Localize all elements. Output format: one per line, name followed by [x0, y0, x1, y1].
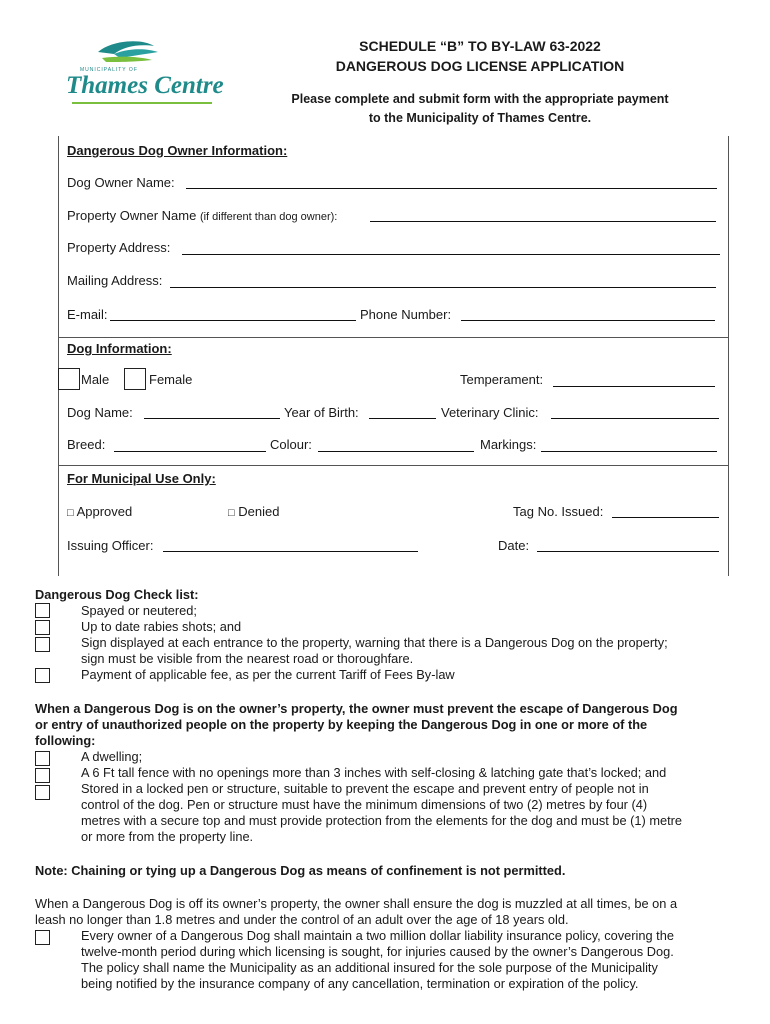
- insurance-line: Every owner of a Dangerous Dog shall maintain a two million dollar liability insurance policy, covering the: [81, 928, 674, 943]
- year-of-birth-field[interactable]: [369, 418, 436, 419]
- approved-label: Approved: [76, 504, 133, 519]
- form-box-left-border: [58, 136, 59, 576]
- email-field[interactable]: [110, 320, 356, 321]
- markings-label: Markings:: [480, 437, 537, 452]
- insurance-line: The policy shall name the Municipality as an additional insured for the sole purpose of the Municipality: [81, 960, 658, 975]
- colour-label: Colour:: [270, 437, 312, 452]
- confinement-intro-line-1: When a Dangerous Dog is on the owner’s property, the owner must prevent the escape of Dangerous Dog: [35, 701, 678, 716]
- date-field[interactable]: [537, 551, 719, 552]
- dog-section-heading: Dog Information:: [67, 341, 172, 356]
- insurance-line: being notified by the insurance company of any cancellation, termination or expiration of the policy.: [81, 976, 639, 991]
- confinement-item: Stored in a locked pen or structure, suitable to prevent the escape and prevent entry of people not in: [81, 781, 649, 796]
- property-owner-name-text: Property Owner Name: [67, 208, 197, 223]
- dog-owner-name-label: Dog Owner Name:: [67, 175, 175, 190]
- payment-checkbox[interactable]: [35, 668, 50, 683]
- issuing-officer-label: Issuing Officer:: [67, 538, 154, 553]
- tag-no-field[interactable]: [612, 517, 719, 518]
- fence-checkbox[interactable]: [35, 768, 50, 783]
- checklist-item: Up to date rabies shots; and: [81, 619, 242, 634]
- email-label: E-mail:: [67, 307, 108, 322]
- confinement-item: metres with a secure top and must provide protection from the elements for the dog and must be (1) metre: [81, 813, 683, 828]
- temperament-label: Temperament:: [460, 372, 544, 387]
- phone-label: Phone Number:: [360, 307, 452, 322]
- date-label: Date:: [498, 538, 530, 553]
- sign-checkbox[interactable]: [35, 637, 50, 652]
- property-owner-note: (if different than dog owner):: [199, 211, 338, 223]
- confinement-item: A dwelling;: [81, 749, 143, 764]
- checklist-item: sign must be visible from the nearest road or thoroughfare.: [81, 651, 414, 666]
- female-label: Female: [149, 372, 193, 387]
- denied-checkbox-icon[interactable]: □: [228, 507, 235, 519]
- chaining-note: Note: Chaining or tying up a Dangerous Dog as means of confinement is not permitted.: [35, 863, 566, 878]
- dwelling-checkbox[interactable]: [35, 751, 50, 766]
- checklist-item: Payment of applicable fee, as per the current Tariff of Fees By-law: [81, 667, 455, 682]
- off-property-line-2: leash no longer than 1.8 metres and under the control of an adult over the age of 18 years old.: [35, 912, 569, 927]
- confinement-intro-line-2: or entry of unauthorized people on the property by keeping the Dangerous Dog in one or more of the: [35, 717, 648, 732]
- male-label: Male: [81, 372, 110, 387]
- municipal-section-heading: For Municipal Use Only:: [67, 471, 216, 486]
- insurance-line: twelve-month period during which licensing is sought, for injuries caused by the owner’s Dangerous Dog.: [81, 944, 674, 959]
- form-box-right-border: [728, 136, 729, 576]
- checklist-item: Spayed or neutered;: [81, 603, 197, 618]
- owner-section-heading: Dangerous Dog Owner Information:: [67, 143, 288, 158]
- form-title: DANGEROUS DOG LICENSE APPLICATION: [335, 58, 625, 74]
- rabies-checkbox[interactable]: [35, 620, 50, 635]
- mailing-address-field[interactable]: [170, 287, 716, 288]
- tag-no-label: Tag No. Issued:: [513, 504, 604, 519]
- denied-label: Denied: [238, 504, 280, 519]
- issuing-officer-field[interactable]: [163, 551, 418, 552]
- vet-clinic-label: Veterinary Clinic:: [441, 405, 539, 420]
- thames-centre-logo: [62, 36, 222, 110]
- insurance-checkbox[interactable]: [35, 930, 50, 945]
- female-checkbox[interactable]: [124, 368, 146, 390]
- male-checkbox[interactable]: [58, 368, 80, 390]
- dog-name-label: Dog Name:: [67, 405, 133, 420]
- breed-label: Breed:: [67, 437, 106, 452]
- confinement-item: or more from the property line.: [81, 829, 254, 844]
- colour-field[interactable]: [318, 451, 474, 452]
- markings-field[interactable]: [541, 451, 717, 452]
- approved-option[interactable]: [67, 504, 132, 519]
- confinement-intro-line-3: following:: [35, 733, 96, 748]
- confinement-item: control of the dog. Pen or structure must have the minimum dimensions of two (2) metres by four (4): [81, 797, 648, 812]
- year-of-birth-label: Year of Birth:: [284, 405, 359, 420]
- temperament-field[interactable]: [553, 386, 715, 387]
- instruction-line-2: to the Municipality of Thames Centre.: [368, 111, 592, 125]
- property-address-field[interactable]: [182, 254, 720, 255]
- checklist-item: Sign displayed at each entrance to the property, warning that there is a Dangerous Dog on the property;: [81, 635, 668, 650]
- denied-option[interactable]: [228, 504, 279, 519]
- property-owner-name-field[interactable]: [370, 221, 716, 222]
- approved-checkbox-icon[interactable]: □: [67, 507, 74, 519]
- spayed-checkbox[interactable]: [35, 603, 50, 618]
- dog-owner-name-field[interactable]: [186, 188, 717, 189]
- mailing-address-label: Mailing Address:: [67, 273, 163, 288]
- schedule-title: SCHEDULE “B” TO BY-LAW 63-2022: [359, 38, 601, 54]
- section-divider-1: [58, 337, 729, 338]
- confinement-item: A 6 Ft tall fence with no openings more than 3 inches with self-closing & latching gate that’s locked; and: [81, 765, 667, 780]
- off-property-line-1: When a Dangerous Dog is off its owner’s property, the owner shall ensure the dog is muzzled at all times, be on a: [35, 896, 678, 911]
- logo-small-text: MUNICIPALITY OF: [80, 67, 138, 73]
- pen-checkbox[interactable]: [35, 785, 50, 800]
- property-address-label: Property Address:: [67, 240, 171, 255]
- checklist-heading: Dangerous Dog Check list:: [35, 587, 199, 602]
- instruction-line-1: Please complete and submit form with the appropriate payment: [291, 92, 669, 106]
- section-divider-2: [58, 465, 729, 466]
- logo-underline: [72, 102, 212, 104]
- property-owner-name-label: [67, 208, 337, 223]
- vet-clinic-field[interactable]: [551, 418, 719, 419]
- phone-field[interactable]: [461, 320, 715, 321]
- dog-name-field[interactable]: [144, 418, 280, 419]
- breed-field[interactable]: [114, 451, 266, 452]
- logo-name: Thames Centre: [66, 72, 224, 99]
